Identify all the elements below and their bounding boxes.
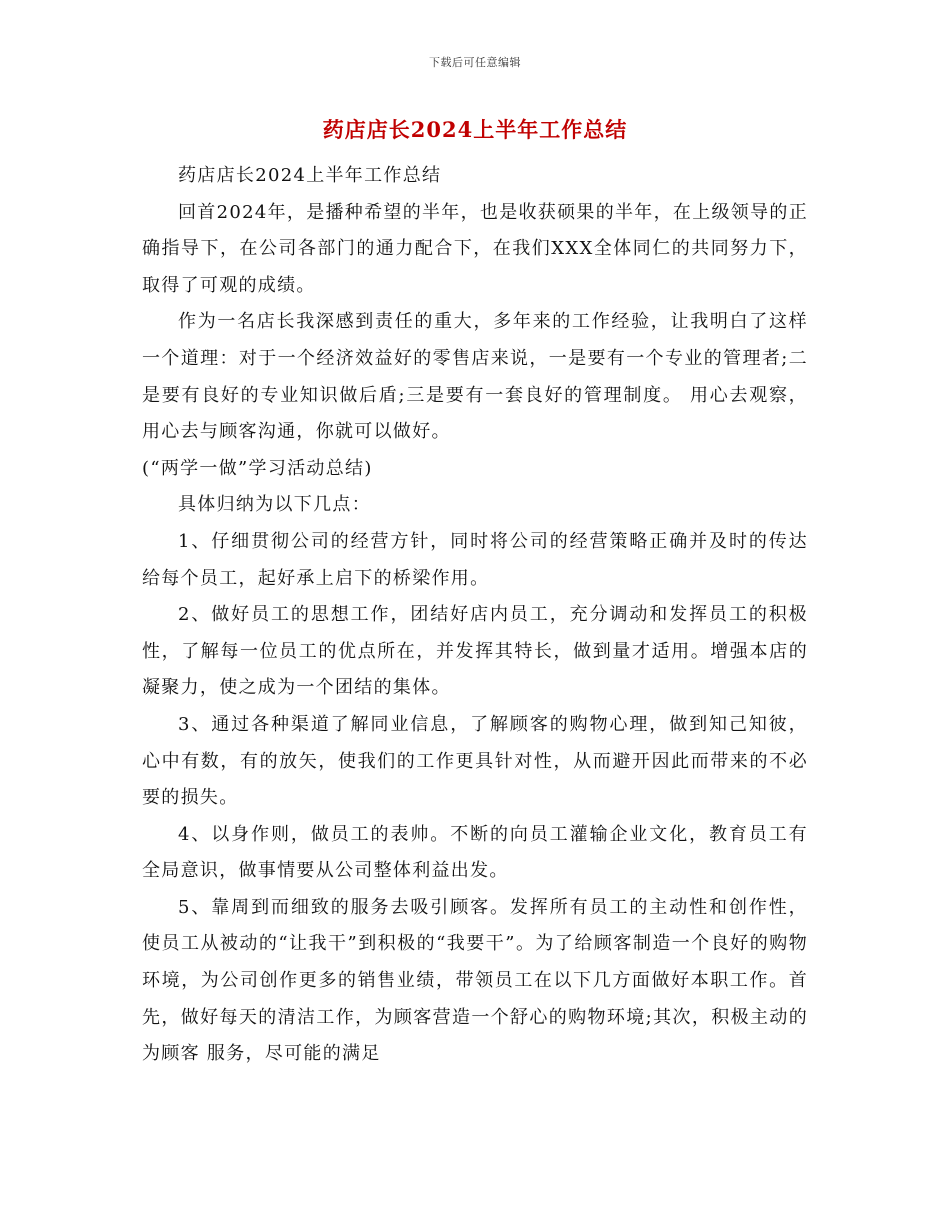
paragraph: (“两学一做”学习活动总结) (142, 457, 373, 479)
document-body (142, 158, 808, 1073)
paragraph: 具体归纳为以下几点： (178, 494, 371, 516)
paragraph: 药店店长2024上半年工作总结 (178, 165, 442, 186)
paragraph: 回首2024年，是播种希望的半年，也是收获硕果的半年，在上级领导的正确指导下，在公司各部门的通力配合下，在我们XXX全体同仁的共同努力下，取得了可观的成绩。 (142, 201, 809, 296)
paragraph: 作为一名店长我深感到责任的重大，多年来的工作经验，让我明白了这样一个道理：对于一个经济效益好的零售店来说，一是要有一个专业的管理者;二是要有良好的专业知识做后盾;三是要有一套良好的管理制度。 用心去观察，用心去与顾客沟通，你就可以做好。 (142, 311, 808, 443)
paragraph: 4、以身作则，做员工的表帅。不断的向员工灌输企业文化，教育员工有全局意识，做事情要从公司整体利益出发。 (142, 823, 808, 882)
document-title: 药店店长2024上半年工作总结 (322, 117, 628, 142)
page-header: 下载后可任意编辑 (429, 56, 521, 69)
paragraph: 2、做好员工的思想工作，团结好店内员工，充分调动和发挥员工的积极性，了解每一位员工的优点所在，并发挥其特长，做到量才适用。增强本店的凝聚力，使之成为一个团结的集体。 (142, 604, 808, 699)
paragraph: 5、靠周到而细致的服务去吸引顾客。发挥所有员工的主动性和创作性，使员工从被动的“让我干”到积极的“我要干”。为了给顾客制造一个良好的购物 环境，为公司创作更多的销售业绩，带领员工在以下几方面做好本职工作。首先，做好每天的清洁工作，为顾客营造一个舒心的购物环境;其次，积极主动的为顾客 服务，尽可能的满足 (142, 896, 808, 1065)
paragraph: 1、仔细贯彻公司的经营方针，同时将公司的经营策略正确并及时的传达给每个员工，起好承上启下的桥梁作用。 (142, 530, 808, 589)
paragraph: 3、通过各种渠道了解同业信息，了解顾客的购物心理，做到知己知彼，心中有数，有的放矢，使我们的工作更具针对性，从而避开因此而带来的不必要的损失。 (142, 713, 808, 809)
